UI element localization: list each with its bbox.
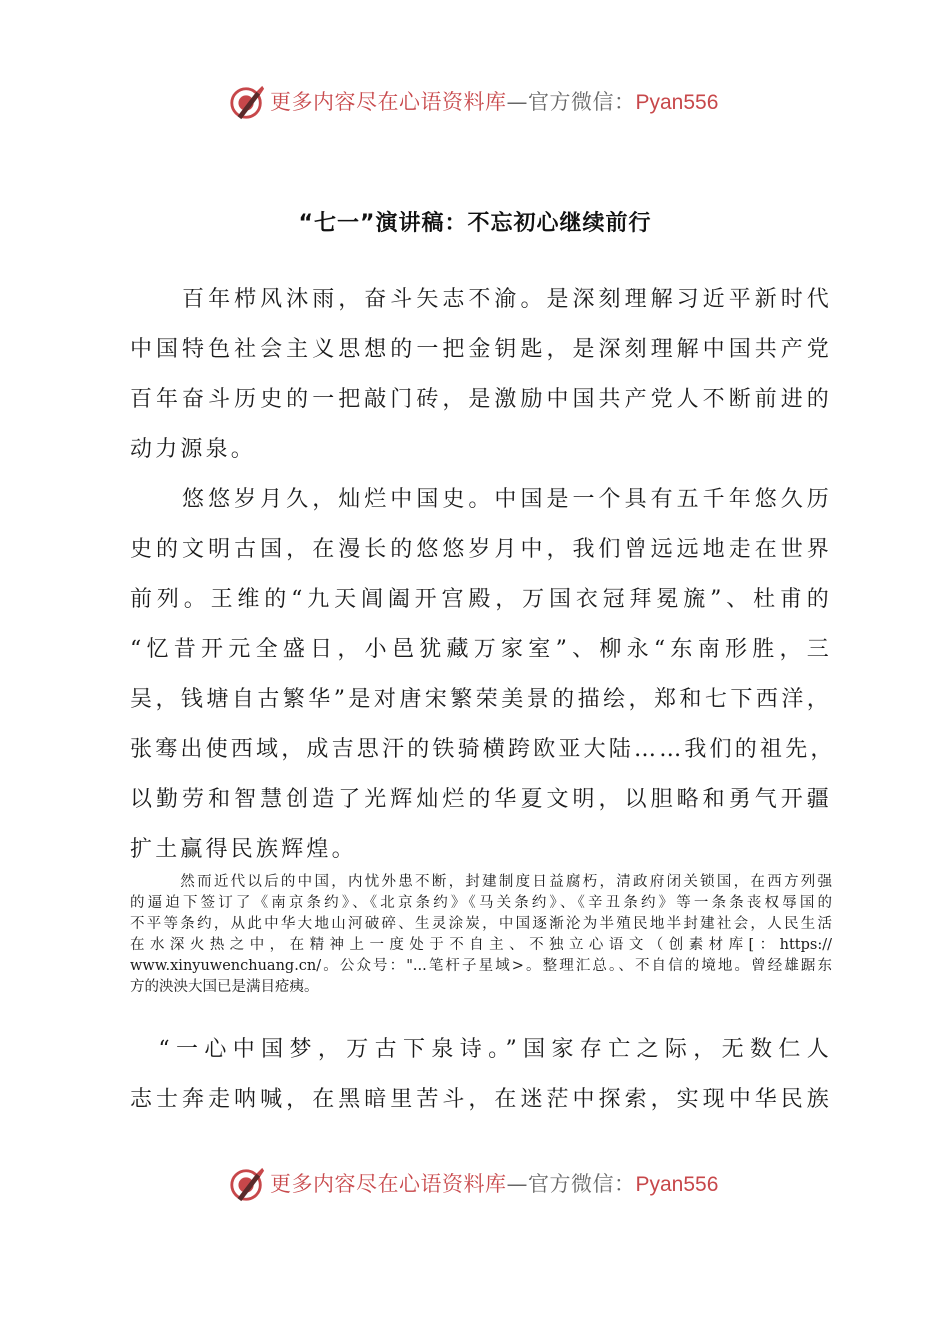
- text-line: 的逼迫下签订了《南京条约》、《北京条约》《马关条约》、《辛丑条约》等一条条丧权辱国的: [130, 895, 832, 911]
- paragraph-1: [130, 275, 832, 475]
- text-line: “忆昔开元全盛日，小邑犹藏万家室”、柳永“东南形胜，三: [130, 637, 832, 662]
- text-line: 以勤劳和智慧创造了光辉灿烂的华夏文明，以胆略和勇气开疆: [130, 787, 832, 812]
- text-line: 中国特色社会主义思想的一把金钥匙，是深刻理解中国共产党: [130, 337, 832, 362]
- text-line: “一心中国梦，万古下泉诗。”国家存亡之际，无数仁人: [130, 1037, 832, 1062]
- footer-banner: [0, 1162, 950, 1206]
- text-line: 百年栉风沐雨，奋斗矢志不渝。是深刻理解习近平新时代: [130, 287, 832, 312]
- text-line: 百年奋斗历史的一把敲门砖，是激励中国共产党人不断前进的: [130, 387, 832, 412]
- pen-logo-icon: [228, 1166, 266, 1204]
- text-line: 动力源泉。: [130, 437, 257, 462]
- text-line: 张骞出使西域，成吉思汗的铁骑横跨欧亚大陆……我们的祖先，: [130, 737, 836, 762]
- header-banner: [0, 80, 950, 124]
- text-line: 然而近代以后的中国，内忧外患不断，封建制度日益腐朽，清政府闭关锁国，在西方列强: [130, 874, 832, 890]
- banner-wechat-label: —官方微信：: [506, 1172, 636, 1196]
- text-line: 悠悠岁月久，灿烂中国史。中国是一个具有五千年悠久历: [130, 487, 832, 512]
- banner-wechat-id: Pyan556: [635, 1173, 719, 1196]
- text-line: 不平等条约，从此中华大地山河破碎、生灵涂炭，中国逐渐沦为半殖民地半封建社会，人民生活: [130, 916, 832, 932]
- banner-wechat-id: Pyan556: [635, 91, 719, 114]
- banner-wechat-label: —官方微信：: [506, 90, 636, 114]
- document-title: “七一”演讲稿：不忘初心继续前行: [298, 211, 652, 236]
- text-line: 前列。王维的“九天阊阖开宫殿，万国衣冠拜冕旒”、杜甫的: [130, 587, 832, 612]
- banner-text: [270, 1170, 718, 1199]
- paragraph-2: [130, 475, 836, 875]
- banner-text: [270, 88, 718, 117]
- text-line: 吴，钱塘自古繁华”是对唐宋繁荣美景的描绘，郑和七下西洋，: [130, 687, 832, 712]
- paragraph-3: [130, 872, 832, 998]
- text-line: 志士奔走呐喊，在黑暗里苦斗，在迷茫中探索，实现中华民族: [130, 1087, 832, 1112]
- text-line: 方的泱泱大国已是满目疮痍。: [130, 979, 319, 995]
- text-line: www.xinyuwenchuang.cn/。公众号："...笔杆子星域>。整理汇总。、不自信的境地。曾经雄踞东: [130, 958, 832, 974]
- pen-logo-icon: [228, 84, 266, 122]
- banner-site-name: 更多内容尽在心语资料库: [270, 1172, 507, 1196]
- paragraph-4: [130, 1025, 832, 1125]
- banner-site-name: 更多内容尽在心语资料库: [270, 90, 507, 114]
- text-line: 扩土赢得民族辉煌。: [130, 837, 357, 862]
- text-line: 史的文明古国，在漫长的悠悠岁月中，我们曾远远地走在世界: [130, 537, 832, 562]
- text-line: 在水深火热之中，在精神上一度处于不自主、不独立心语文（创素材库[：https://: [130, 937, 832, 953]
